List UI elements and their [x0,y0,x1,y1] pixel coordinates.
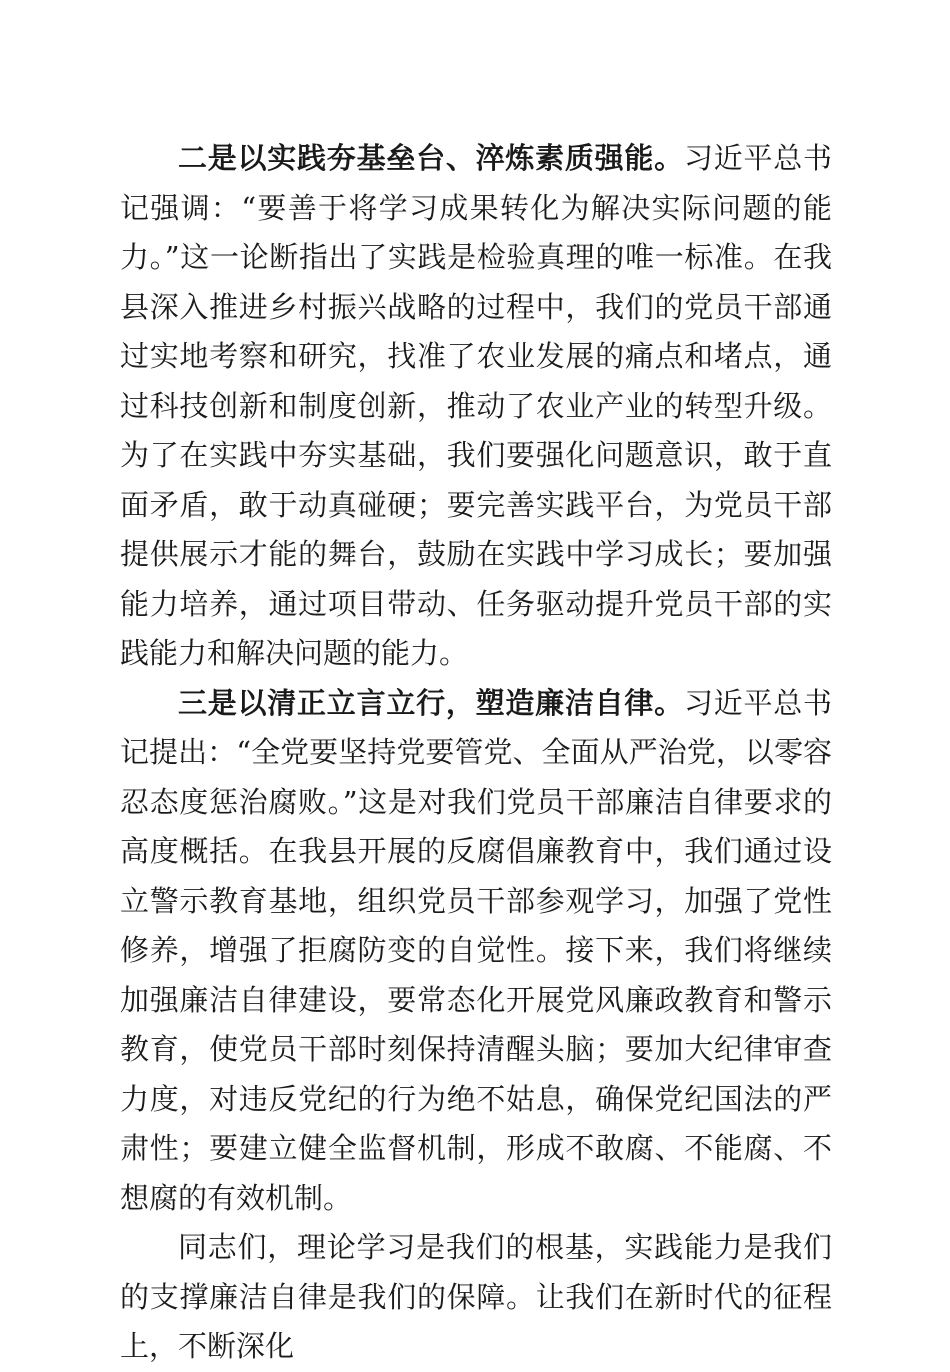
paragraph-lead-practice: 二是以实践夯基垒台、淬炼素质强能。 [178,141,684,175]
paragraph-text-closing: 同志们，理论学习是我们的根基，实践能力是我们的支撑廉洁自律是我们的保障。让我们在新时代的征程上，不断深化 [120,1230,832,1363]
paragraph-text-integrity: 习近平总书记提出：“全党要坚持党要管党、全面从严治党，以零容忍态度惩治腐败。”这是对我们党员干部廉洁自律要求的高度概括。在我县开展的反腐倡廉教育中，我们通过设立警示教育基地，组织党员干部参观学习，加强了党性修养，增强了拒腐防变的自觉性。接下来，我们将继续加强廉洁自律建设，要常态化开展党风廉政教育和警示教育，使党员干部时刻保持清醒头脑；要加大纪律审查力度，对违反党纪的行为绝不姑息，确保党纪国法的严肃性；要建立健全监督机制，形成不敢腐、不能腐、不想腐的有效机制。 [120,685,832,1215]
paragraph-text-practice: 习近平总书记强调：“要善于将学习成果转化为解决实际问题的能力。”这一论断指出了实践是检验真理的唯一标准。在我县深入推进乡村振兴战略的过程中，我们的党员干部通过实地考察和研究，找准了农业发展的痛点和堵点，通过科技创新和制度创新，推动了农业产业的转型升级。为了在实践中夯实基础，我们要强化问题意识，敢于直面矛盾，敢于动真碰硬；要完善实践平台，为党员干部提供展示才能的舞台，鼓励在实践中学习成长；要加强能力培养，通过项目带动、任务驱动提升党员干部的实践能力和解决问题的能力。 [120,141,832,670]
paragraph-closing [120,1223,832,1372]
document-body [120,134,832,1372]
paragraph-integrity [120,679,832,1224]
paragraph-practice [120,134,832,679]
paragraph-lead-integrity: 三是以清正立言立行，塑造廉洁自律。 [178,685,684,720]
